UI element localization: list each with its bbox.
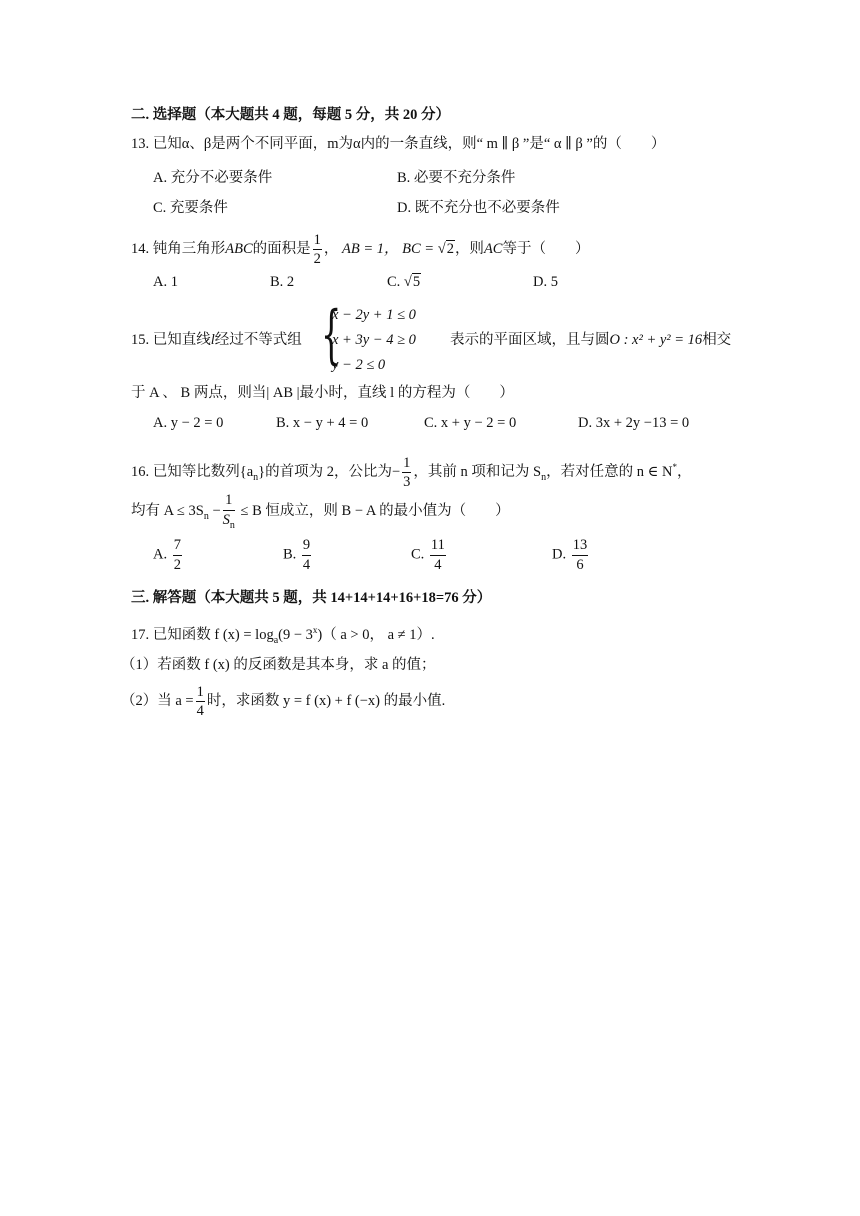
q14-option-b: B. 2 — [270, 274, 295, 290]
q16-option-c: C. $\frac{11}{4}$ — [411, 537, 445, 573]
question-16-line2: 均有 $A \le 3S_n$ − $\frac{1}{S_n}$ ≤ B 恒成立，则 B − A 的最小值为（ ） — [131, 492, 510, 531]
question-17-stem: 17. 已知函数 f $(x) = \log_a(9 - 3^x)$（ a > 0， a ≠ 1）. — [131, 625, 435, 646]
q15-option-b: B. x − y + 4 = 0 — [276, 415, 369, 431]
q16-option-b: B. $\frac{9}{4}$ — [283, 537, 311, 573]
q14-sqrt2: √2 — [437, 241, 454, 257]
q13-option-b: B. 必要不充分条件 — [397, 170, 516, 186]
question-14-stem: 14. 钝角三角形ABC的面积是 $\frac{1}{2}$ ， AB = 1， BC = √2，则AC等于（ ） — [131, 231, 590, 268]
q13-option-d: D. 既不充分也不必要条件 — [397, 200, 560, 216]
q14-prefix: 14. 钝角三角形 — [131, 241, 226, 257]
q14-tail: 等于（ ） — [502, 241, 590, 257]
q14-triangle: ABC — [225, 241, 253, 257]
q16-option-a: A. $\frac{7}{2}$ — [153, 537, 181, 573]
question-15-line2: 于 A 、 B 两点，则当| AB |最小时，直线 l 的方程为（ ） — [131, 385, 514, 401]
q13-option-a: A. 充分不必要条件 — [153, 170, 273, 186]
q17-a-fraction: $\frac{1}{4}$ — [196, 683, 204, 720]
q16-inverse-sn-fraction: $\frac{1}{S_n}$ — [222, 492, 235, 531]
question-17-part-2: （2）当 a = $\frac{1}{4}$ 时，求函数 y = f (x) + f (−x) 的最小值. — [121, 683, 446, 720]
section-heading-choice: 二. 选择题（本大题共 4 题，每题 5 分，共 20 分） — [131, 107, 450, 123]
q14-area-fraction: $\frac{1}{2}$ — [313, 231, 321, 268]
q15-inequality-1: x − 2y + 1 ≤ 0 — [332, 307, 416, 323]
q13-option-c: C. 充要条件 — [153, 200, 228, 216]
q14-ac: AC — [483, 241, 503, 257]
question-15-continued: 表示的平面区域，且与圆O : x² + y² = 16相交 — [450, 332, 732, 348]
q15-option-a: A. y − 2 = 0 — [153, 415, 224, 431]
section-heading-answers: 三. 解答题（本大题共 5 题，共 14+14+14+16+18=76 分） — [131, 590, 492, 606]
q15-inequality-3: y − 2 ≤ 0 — [332, 357, 386, 373]
q14-option-d: D. 5 — [533, 274, 558, 290]
question-17-part-1: （1）若函数 f (x) 的反函数是其本身，求 a 的值； — [121, 657, 436, 673]
question-16-stem: 16. 已知等比数列$\{a_n\}$的首项为 2，公比为− $\frac{1}{3}$ ，其前 n 项和记为 $S_n$，若对任意的 n ∈ N*， — [131, 454, 692, 491]
q14-suffix: ，则 — [454, 241, 484, 257]
q15-inequality-2: x + 3y − 4 ≥ 0 — [332, 332, 416, 348]
inequality-system-brace: { — [321, 298, 342, 372]
q14-ab: AB = 1， — [342, 241, 399, 257]
q16-ratio-fraction: $\frac{1}{3}$ — [403, 454, 411, 491]
q14-option-a: A. 1 — [153, 274, 178, 290]
q14-option-c: C. √5 — [387, 274, 421, 290]
question-13-stem: 13. 已知α、β是两个不同平面，m为α内的一条直线，则“ m ∥ β ”是“ α ∥ β ”的（ ） — [131, 136, 666, 152]
q15-option-d: D. 3x + 2y −13 = 0 — [578, 415, 690, 431]
question-15-prefix: 15. 已知直线l经过不等式组 — [131, 332, 302, 348]
q14-bc: BC = — [402, 241, 435, 257]
q14-area-text: 的面积是 — [252, 241, 311, 257]
q15-option-c: C. x + y − 2 = 0 — [424, 415, 517, 431]
q16-option-d: D. $\frac{13}{6}$ — [552, 537, 588, 573]
